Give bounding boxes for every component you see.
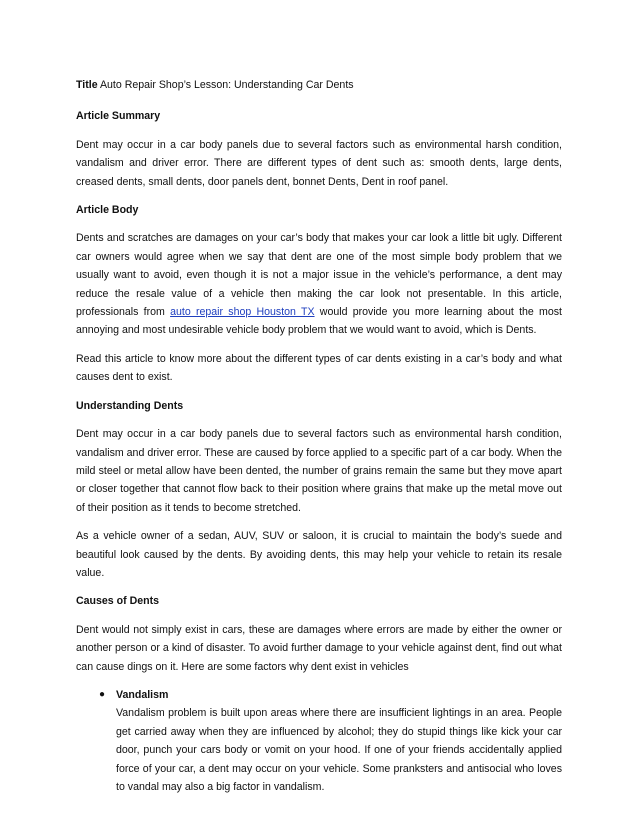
understanding-paragraph-1: Dent may occur in a car body panels due to several factors such as environmental harsh condition, vandalism and driver error. These are caused by force applied to a specific part of a car body. When the mild steel or metal allow have been dented, the number of grains remain the same but they move apart or closer together that cannot flow back to their position where grains that make up the metal move out of their position as it tends to become stretched.	[76, 428, 562, 514]
causes-list	[76, 686, 562, 796]
understanding-heading: Understanding Dents	[76, 399, 184, 412]
causes-intro: Dent would not simply exist in cars, these are damages where errors are made by either the owner or another person or a kind of disaster. To avoid further damage to your vehicle against dent, find out what can cause dings on it. Here are some factors why dent exist in vehicles	[76, 623, 562, 673]
causes-heading: Causes of Dents	[76, 595, 160, 608]
auto-repair-link[interactable]: auto repair shop Houston TX	[170, 306, 315, 319]
summary-heading: Article Summary	[76, 110, 161, 123]
body-paragraph-1	[76, 229, 562, 339]
body-heading: Article Body	[76, 204, 139, 217]
list-item-title: Vandalism	[116, 688, 169, 701]
bullet-icon: ●	[99, 688, 106, 700]
body-paragraph-2: Read this article to know more about the different types of car dents existing in a car’s body and what causes dent to exist.	[76, 352, 562, 384]
body-text-before-link: Dents and scratches are damages on your car’s body that makes your car look a little bit ugly. Different car owners would agree when we say that dent are one of the most simple body problem that we usually want to avoid, even though it is not a major issue in the vehicle’s performance, a dent may reduce the resale value of a vehicle then making the car look not presentable. In this article, professionals from	[76, 232, 562, 319]
title-text: Auto Repair Shop’s Lesson: Understanding Car Dents	[97, 79, 354, 91]
summary-paragraph: Dent may occur in a car body panels due to several factors such as environmental harsh condition, vandalism and driver error. There are different types of dent such as: smooth dents, large dents, creased dents, small dents, door panels dent, bonnet Dents, Dent in roof panel.	[76, 138, 562, 188]
title-label: Title	[76, 79, 98, 91]
list-item	[99, 686, 562, 796]
list-item-text: Vandalism problem is built upon areas where there are insufficient lightings in an area. People get carried away when they are influenced by alcohol; they do stupid things like kick your car door, punch your cars body or vomit on your hood. If one of your friends accidentally applied force of your car, a dent may occur on your vehicle. Some pranksters and antisocial who loves to vandal may also a big factor in vandalism.	[116, 707, 562, 793]
body-text-after-link: would provide you more learning about the most annoying and most undesirable vehicle body problem that we would want to avoid, which is Dents.	[76, 306, 562, 337]
understanding-paragraph-2: As a vehicle owner of a sedan, AUV, SUV or saloon, it is crucial to maintain the body’s suede and beautiful look caused by the dents. By avoiding dents, this may help your vehicle to retain its resale value.	[76, 530, 562, 579]
document-title	[76, 76, 562, 94]
